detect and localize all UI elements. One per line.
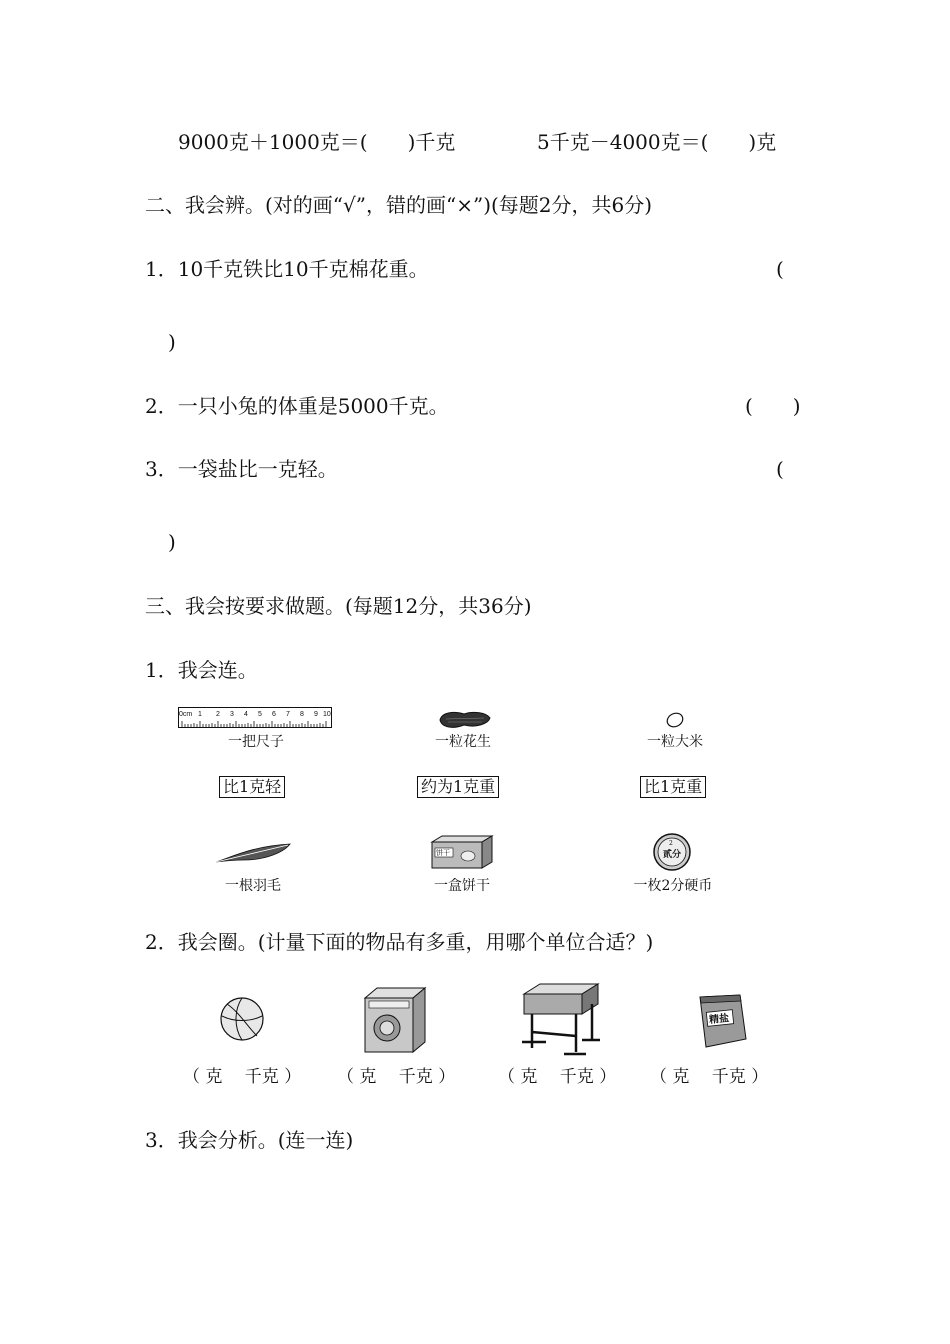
weight-box-about[interactable]: 约为1克重 bbox=[417, 776, 499, 798]
peanut-icon[interactable] bbox=[436, 710, 492, 730]
biscuit-box-icon[interactable] bbox=[430, 834, 494, 870]
unit-choice-washer[interactable]: （ 克 千克 ） bbox=[337, 1067, 456, 1087]
q3-3-label: 3．我会分析。(连一连) bbox=[145, 1128, 354, 1152]
weight-box-heavier[interactable]: 比1克重 bbox=[640, 776, 706, 798]
ruler-mark: 1 bbox=[198, 711, 202, 718]
unit-choice-ball[interactable]: （ 克 千克 ） bbox=[183, 1067, 302, 1087]
coin-text: 贰分 bbox=[663, 850, 682, 860]
ruler-mark: 9 bbox=[314, 711, 318, 718]
judge-item-3-open-paren[interactable]: ( bbox=[776, 457, 784, 481]
salt-bag-icon[interactable] bbox=[694, 993, 748, 1049]
ball-icon[interactable] bbox=[219, 996, 265, 1042]
desk-icon[interactable] bbox=[520, 982, 600, 1056]
ruler-mark: 6 bbox=[272, 711, 276, 718]
judge-item-3-close-paren[interactable]: ) bbox=[168, 530, 176, 554]
unit-choice-salt[interactable]: （ 克 千克 ） bbox=[650, 1067, 769, 1087]
ruler-mark: 0cm bbox=[179, 711, 193, 718]
feather-icon[interactable] bbox=[214, 842, 292, 866]
ruler-mark: 8 bbox=[300, 711, 304, 718]
judge-item-3: 3．一袋盐比一克轻。 bbox=[145, 457, 338, 481]
section2-title: 二、我会辨。(对的画“√”，错的画“×”)(每题2分，共6分) bbox=[145, 193, 653, 217]
rice-grain-icon[interactable] bbox=[664, 710, 686, 730]
section3-title: 三、我会按要求做题。(每题12分，共36分) bbox=[145, 594, 532, 618]
item-coin-caption: 一枚2分硬币 bbox=[633, 878, 713, 894]
judge-item-1-close-paren[interactable]: ) bbox=[168, 330, 176, 354]
judge-item-2-paren[interactable]: ( ) bbox=[745, 394, 801, 418]
q3-2-label: 2．我会圈。(计量下面的物品有多重，用哪个单位合适？) bbox=[145, 930, 654, 954]
ruler-mark: 10 bbox=[323, 711, 331, 718]
ruler-mark: 2 bbox=[216, 711, 220, 718]
q3-1-label: 1．我会连。 bbox=[145, 658, 258, 682]
judge-item-1: 1．10千克铁比10千克棉花重。 bbox=[145, 257, 429, 281]
item-rice-caption: 一粒大米 bbox=[647, 734, 703, 750]
coin-num: 2 bbox=[669, 840, 673, 847]
judge-item-1-open-paren[interactable]: ( bbox=[776, 257, 784, 281]
ruler-mark: 3 bbox=[230, 711, 234, 718]
fill-question-right: 5千克－4000克＝( )克 bbox=[537, 130, 777, 154]
unit-choice-desk[interactable]: （ 克 千克 ） bbox=[498, 1067, 617, 1087]
ruler-mark: 7 bbox=[286, 711, 290, 718]
item-peanut-caption: 一粒花生 bbox=[435, 734, 491, 750]
item-feather-caption: 一根羽毛 bbox=[225, 878, 281, 894]
ruler-mark: 5 bbox=[258, 711, 262, 718]
judge-item-2: 2．一只小兔的体重是5000千克。 bbox=[145, 394, 449, 418]
fill-question-left: 9000克＋1000克＝( )千克 bbox=[178, 130, 456, 154]
weight-box-lighter[interactable]: 比1克轻 bbox=[219, 776, 285, 798]
item-ruler-caption: 一把尺子 bbox=[228, 734, 284, 750]
ruler-mark: 4 bbox=[244, 711, 248, 718]
ruler-icon[interactable] bbox=[178, 707, 333, 729]
item-biscuit-caption: 一盒饼干 bbox=[434, 878, 490, 894]
salt-label: 精盐 bbox=[708, 1013, 730, 1027]
washing-machine-icon[interactable] bbox=[363, 986, 429, 1054]
biscuit-label: 饼干 bbox=[436, 849, 450, 857]
coin-icon[interactable] bbox=[652, 832, 692, 872]
